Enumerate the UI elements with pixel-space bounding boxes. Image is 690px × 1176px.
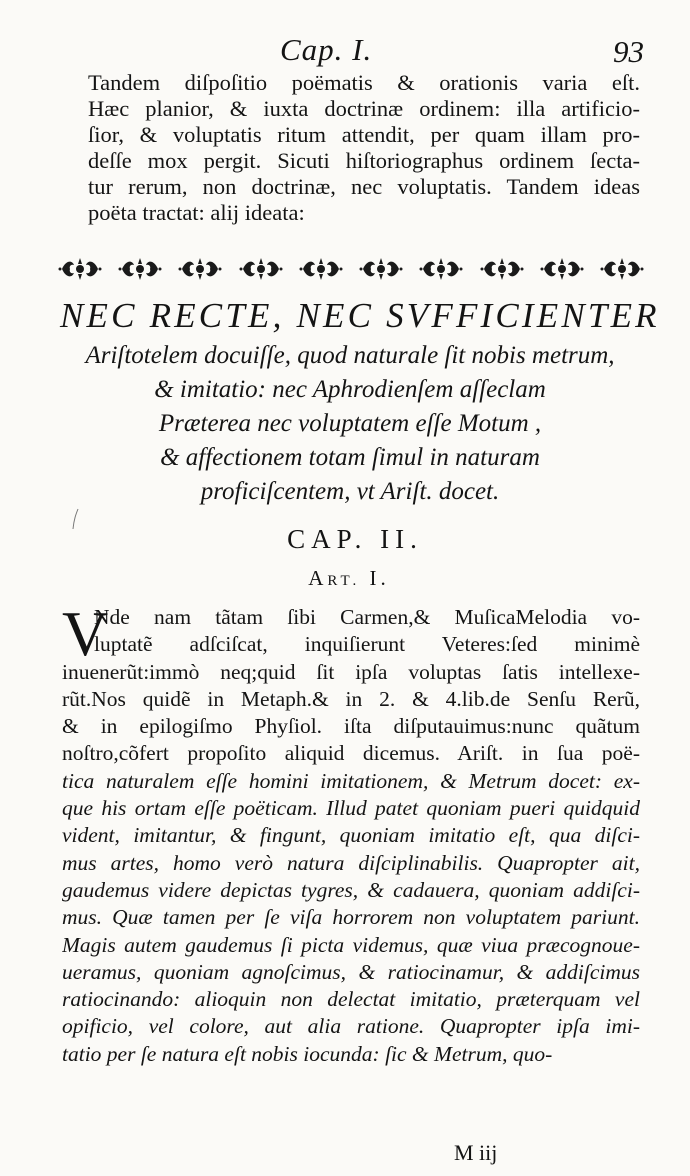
text-line: Nde nam tãtam ſibi Carmen,& MuſicaMelodia vo- — [94, 605, 640, 629]
fleuron-ornament-icon — [419, 256, 463, 282]
text-line: tur rerum, non doctrinæ, nec voluptatis. Tandem ideas — [88, 174, 640, 199]
body-paragraph — [62, 598, 640, 1068]
running-head — [90, 32, 644, 72]
fleuron-ornament-icon — [480, 256, 524, 282]
catchword-signature: M iij — [454, 1140, 498, 1165]
article-abbrev: RT. — [327, 573, 361, 589]
text-line: vident, imitantur, & fingunt, quoniam imitatio eſt, qua diſci- — [62, 823, 640, 848]
article-number: I. — [369, 566, 390, 590]
text-line: tica naturalem eſſe homini imitationem, & Metrum docet: ex- — [62, 768, 640, 793]
article-heading — [0, 566, 690, 591]
text-line: luptatẽ adſciſcat, inquiſierunt Veteres:ſed minimè — [94, 632, 640, 657]
text-line: & in epilogiſmo Phyſiol. iſta diſputauimus:nunc quãtum — [62, 714, 640, 739]
text-line: rũt.Nos quidẽ in Metaph.& in 2. & 4.lib.de Senſu Rerũ, — [62, 686, 640, 711]
text-line: que his ortam eſſe poëticam. Illud patet quoniam pueri quidquid — [62, 796, 640, 821]
subheading-line: Præterea nec voluptatem eſſe Motum , — [158, 410, 542, 437]
subheading-line: & affectionem totam ſimul in naturam — [160, 444, 540, 471]
fleuron-ornament-icon — [58, 256, 102, 282]
chapter-heading: CAP. II. — [287, 524, 423, 554]
text-line: deſſe mox pergit. Sicuti hiſtoriographus ordinem ſecta- — [88, 148, 640, 173]
running-title: Cap. I. — [280, 32, 373, 67]
text-line: mus artes, homo verò natura diſciplinabilis. Quapropter ait, — [62, 850, 640, 875]
intro-paragraph — [88, 70, 640, 226]
fleuron-ornament-icon — [600, 256, 644, 282]
subheading-line: & imitatio: nec Aphrodienſem aſſeclam — [154, 376, 546, 403]
text-line: Hæc planior, & iuxta doctrinæ ordinem: illa artificio- — [88, 96, 640, 121]
text-line: mus. Quæ tamen per ſe viſa horrorem non voluptatem pariunt. — [62, 905, 640, 930]
text-line: gaudemus videre depictas tygres, & cadauera, quoniam addiſci- — [62, 877, 640, 902]
section-headline: NEC RECTE, NEC SVFFICIENTER — [60, 296, 660, 335]
text-line: Tandem diſpoſitio poëmatis & orationis varia eſt. — [88, 70, 640, 95]
subheading-line: proficiſcentem, vt Ariſt. docet. — [200, 478, 500, 505]
fleuron-ornament-icon — [299, 256, 343, 282]
text-line: Magis autem gaudemus ſi picta videmus, quæ viua præcognoue- — [62, 932, 640, 957]
fleuron-ornament-icon — [118, 256, 162, 282]
fleuron-ornament-icon — [540, 256, 584, 282]
text-line: inuenerũt:immò neq;quid ſit ipſa voluptas ſatis intellexe- — [62, 659, 640, 684]
text-line: ſior, & voluptatis ritum attendit, per quam illam pro- — [88, 122, 640, 147]
printers-ornament-band — [58, 254, 644, 284]
text-line: ratiocinando: alioquin non delectat imitatio, præterquam vel — [62, 987, 640, 1012]
page-number: 93 — [613, 34, 644, 69]
article-prefix: A — [308, 566, 328, 590]
fleuron-ornament-icon — [178, 256, 222, 282]
drop-cap: V — [62, 598, 109, 669]
text-line: opificio, vel colore, aut alia ratione. Quapropter ipſa imi- — [62, 1014, 640, 1039]
fleuron-ornament-icon — [359, 256, 403, 282]
text-line: ueramus, quoniam agnoſcimus, & ratiocinamur, & addiſcimus — [62, 959, 640, 984]
text-line: poëta tractat: alij ideata: — [88, 200, 305, 225]
subheading-line: Ariſtotelem docuiſſe, quod naturale ſit nobis metrum, — [85, 342, 615, 369]
text-line: noſtro,cõfert propoſito aliquid dicemus. Ariſt. in ſua poë- — [62, 741, 640, 766]
text-line: tatio per ſe natura eſt nobis iocunda: ſic & Metrum, quo- — [62, 1041, 553, 1066]
fleuron-ornament-icon — [239, 256, 283, 282]
